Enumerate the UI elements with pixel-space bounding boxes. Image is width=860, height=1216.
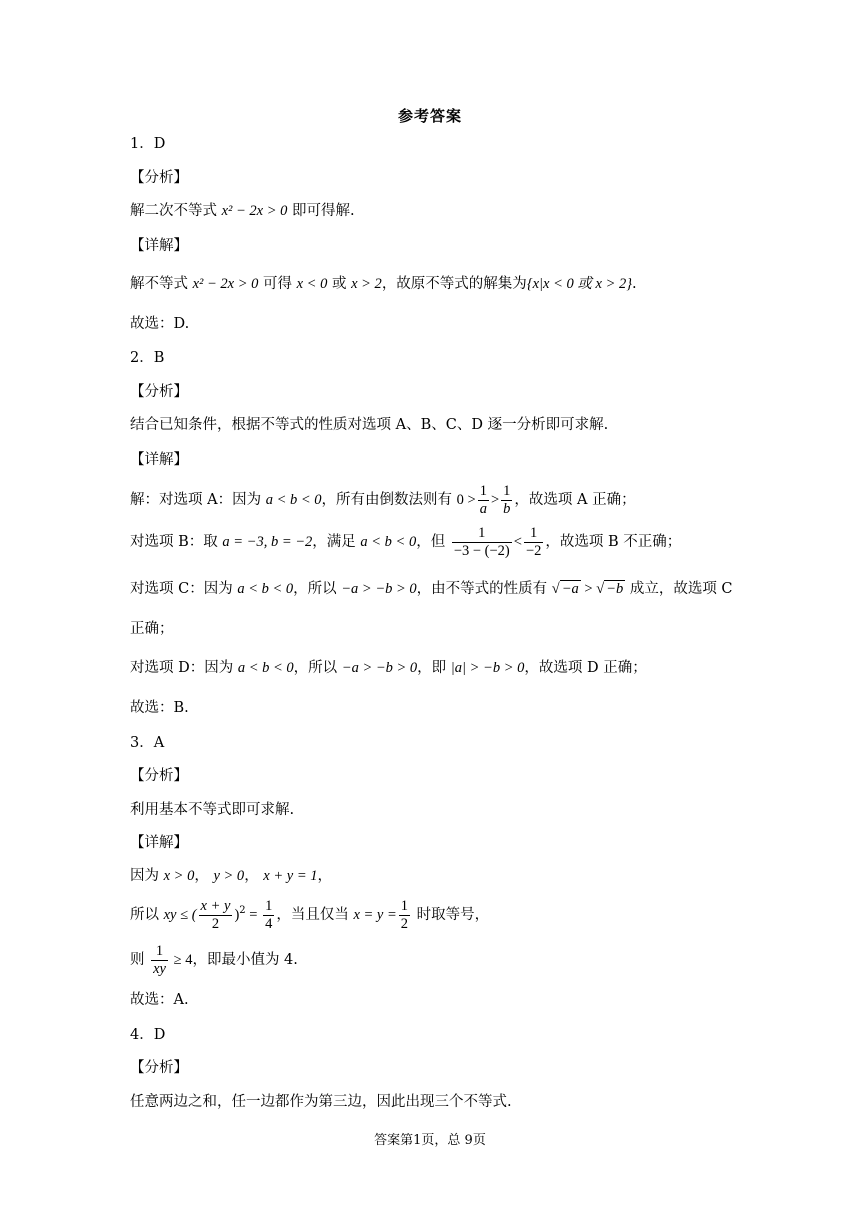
q2-option-c-continued: 正确； <box>130 621 174 637</box>
q3-analysis-text: 利用基本不等式即可求解. <box>130 802 295 818</box>
q1-detail-label: 【详解】 <box>130 238 188 254</box>
q3-inequality: 所以 xy ≤ ( $\frac{x + y}{2}$ )$^2$ = $\frac{1}{4}$ ，当且仅当 x = y = $\frac{1}{2}$ 时取等号， <box>130 897 490 932</box>
q1-heading: 1．D <box>130 136 166 152</box>
q3-given: 因为 x > 0， y > 0， x + y = 1， <box>130 868 332 884</box>
fraction: $\frac{1}{-3 - (-2)}$ <box>453 524 510 559</box>
q1-analysis-text: 解二次不等式 x² − 2x > 0 即可得解. <box>130 203 355 219</box>
fraction: $\frac{1}{2}$ <box>400 897 409 932</box>
fraction: $\frac{1}{a}$ <box>479 482 487 517</box>
q2-option-c: 对选项 C：因为 a < b < 0，所以 −a > −b > 0，由不等式的性质有 √ −a > √ −b 成立，故选项 C <box>130 581 733 597</box>
sqrt-expression: √ −b <box>596 581 624 597</box>
q4-analysis-label: 【分析】 <box>130 1060 188 1076</box>
fraction: $\frac{1}{xy}$ <box>153 942 166 977</box>
q2-answer: 故选：B. <box>130 700 189 716</box>
q2-option-a: 解：对选项 A：因为 a < b < 0，所有由倒数法则有 0 > $\frac{1}{a}$ > $\frac{1}{b}$ ，故选项 A 正确； <box>130 482 636 517</box>
fraction: $\frac{x + y}{2}$ <box>200 897 231 932</box>
q1-answer: 故选：D. <box>130 316 190 332</box>
q1-detail-text: 解不等式 x² − 2x > 0 可得 x < 0 或 x > 2，故原不等式的解集为{x|x < 0 或 x > 2}. <box>130 276 637 292</box>
fraction: $\frac{1}{4}$ <box>265 897 273 932</box>
q2-analysis-label: 【分析】 <box>130 384 188 400</box>
q1-analysis-label: 【分析】 <box>130 170 188 186</box>
fraction: $\frac{1}{-2}$ <box>525 524 542 559</box>
fraction: $\frac{1}{b}$ <box>503 482 511 517</box>
q2-detail-label: 【详解】 <box>130 452 188 468</box>
q3-analysis-label: 【分析】 <box>130 768 188 784</box>
q2-option-b: 对选项 B：取 a = −3, b = −2，满足 a < b < 0，但 $\frac{1}{-3 - (-2)}$ < $\frac{1}{-2}$ ，故选项 B 不正确； <box>130 524 682 559</box>
page-footer: 答案第1页，总 9页 <box>374 1133 486 1148</box>
q3-answer: 故选：A. <box>130 992 189 1008</box>
sqrt-expression: √ −a <box>551 581 579 597</box>
q4-analysis-text: 任意两边之和，任一边都作为第三边，因此出现三个不等式. <box>130 1094 512 1110</box>
page-title: 参考答案 <box>397 107 462 125</box>
q3-heading: 3．A <box>130 735 165 751</box>
q4-heading: 4．D <box>130 1027 166 1043</box>
q2-heading: 2．B <box>130 350 165 366</box>
q2-option-d: 对选项 D：因为 a < b < 0，所以 −a > −b > 0，即 |a| > −b > 0，故选项 D 正确； <box>130 660 647 676</box>
q2-analysis-text: 结合已知条件，根据不等式的性质对选项 A、B、C、D 逐一分析即可求解. <box>130 417 609 433</box>
q3-conclusion: 则 $\frac{1}{xy}$ ≥ 4，即最小值为 4. <box>130 942 298 977</box>
q3-detail-label: 【详解】 <box>130 835 188 851</box>
